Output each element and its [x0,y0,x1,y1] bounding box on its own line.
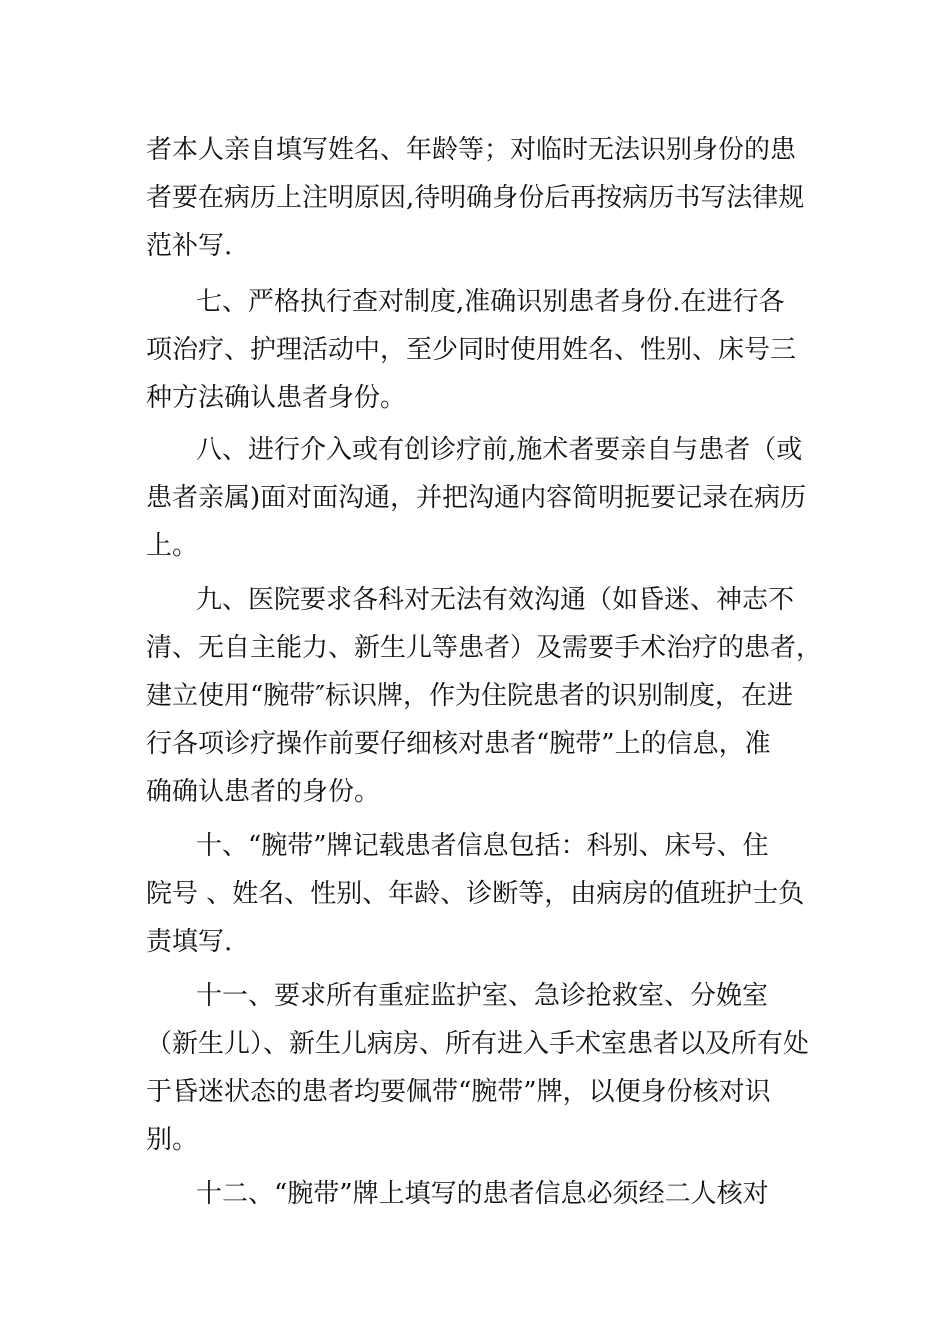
text-line: 患者亲属)面对面沟通，并把沟通内容简明扼要记录在病历 [146,483,807,513]
text-line: 种方法确认患者身份。 [146,383,407,413]
text-line: 确确认患者的身份。 [146,777,381,807]
text-line: 清、无自主能力、新生儿等患者）及需要手术治疗的患者， [146,633,823,663]
text-line: 建立使用“腕带″标识牌，作为住院患者的识别制度，在进 [146,681,794,711]
paragraph-12-line: 十二、“腕带”牌上填写的患者信息必须经二人核对 [196,1179,769,1209]
text-line: 别。 [146,1125,199,1155]
paragraph-7-line: 七、严格执行查对制度,准确识别患者身份.在进行各 [196,287,785,317]
text-line: 院号 、姓名、性别、年龄、诊断等，由病房的值班护士负 [146,879,805,909]
text-line: 于昏迷状态的患者均要佩带“腕带”牌，以便身份核对识 [146,1077,771,1107]
text-line: 行各项诊疗操作前要仔细核对患者“腕带”上的信息，准 [146,729,771,759]
text-line: 上。 [146,531,199,561]
paragraph-11-line: 十一、要求所有重症监护室、急诊抢救室、分娩室 [196,981,769,1011]
paragraph-9-line: 九、医院要求各科对无法有效沟通（如昏迷、神志不 [196,585,795,615]
text-line: 范补写. [146,231,233,261]
text-line: 者要在病历上注明原因,待明确身份后再按病历书写法律规 [146,183,805,213]
paragraph-10-line: 十、“腕带”牌记载患者信息包括：科别、床号、住 [196,831,769,861]
text-line: 责填写. [146,927,233,957]
text-line: 项治疗、护理活动中，至少同时使用姓名、性别、床号三 [146,335,797,365]
text-line: （新生儿）、新生儿病房、所有进入手术室患者以及所有处 [146,1029,810,1059]
text-line: 者本人亲自填写姓名、年龄等；对临时无法识别身份的患 [146,135,797,165]
paragraph-8-line: 八、进行介入或有创诊疗前,施术者要亲自与患者（或 [196,435,803,465]
